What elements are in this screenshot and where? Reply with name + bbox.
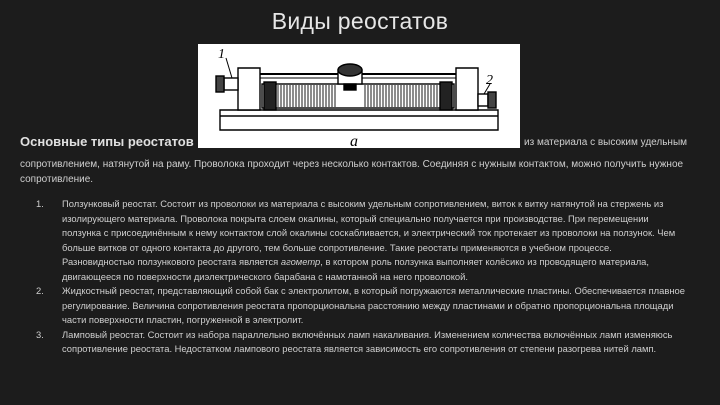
list-item <box>36 284 686 328</box>
intro-line-tail: из материала с высоким удельным <box>524 137 688 148</box>
slide-title: Виды реостатов <box>271 8 449 34</box>
list-item-text: Ламповый реостат. Состоит из набора параллельно включённых ламп накаливания. Изменением количества включённых ламп изменяюсь сопротивление реостата. Недостатком лампового реостата является зависимость его сопротивления от степени разогрева нитей ламп. <box>62 328 673 354</box>
list-item <box>36 328 686 357</box>
rheostat-illustration <box>198 44 520 148</box>
figure-label-2: 2 <box>486 73 493 88</box>
list-item-text-tail: , в котором роль ползунка выполняет колёсико из проводящего материала, двигающееся по поверхности диэлектрического барабана с намотанной на него проволокой. <box>62 256 649 282</box>
figure-label-1: 1 <box>218 47 225 62</box>
intro-paragraph: сопротивлением, натянутой на раму. Проволока проходит через несколько контактов. Соединяя с нужным контактом, можно получить нужное сопротивление. <box>20 159 684 185</box>
list-item-text: Ползунковый реостат. Состоит из проволоки из материала с высоким удельным сопротивлением, виток к витку натянутой на стержень из изолирующего материала. Проволока покрыта слоем окалины, который специально получается при производстве. При перемещении ползунка с присоединённым к нему контактом слой окалины соскабливается, и электрический ток протекает из проволоки на ползунок. Чем больше витков от одного контакта до другого, тем больше сопротивление. Такие реостаты применяются в учебном процессе. Разновидностью ползункового реостата является <box>62 198 676 267</box>
list-item-number: 3. <box>36 328 44 340</box>
list-item-number: 1. <box>36 198 44 209</box>
list-item-number: 2. <box>36 285 44 296</box>
list-item-text: Жидкостный реостат, представляющий собой бак с электролитом, в который погружаются металлические пластины. Обеспечивается плавное регулирование. Величина сопротивления реостата пропорциональна расстоянию между пластинами и обратно пропорциональна площади части поверхности пластин, погруженной в электролит. <box>62 285 685 325</box>
rheostat-types-list <box>36 197 686 357</box>
figure-caption: а <box>350 133 358 148</box>
list-item <box>36 197 686 284</box>
list-item-term: агометр <box>280 256 321 267</box>
section-heading: Основные типы реостатов <box>20 134 194 149</box>
